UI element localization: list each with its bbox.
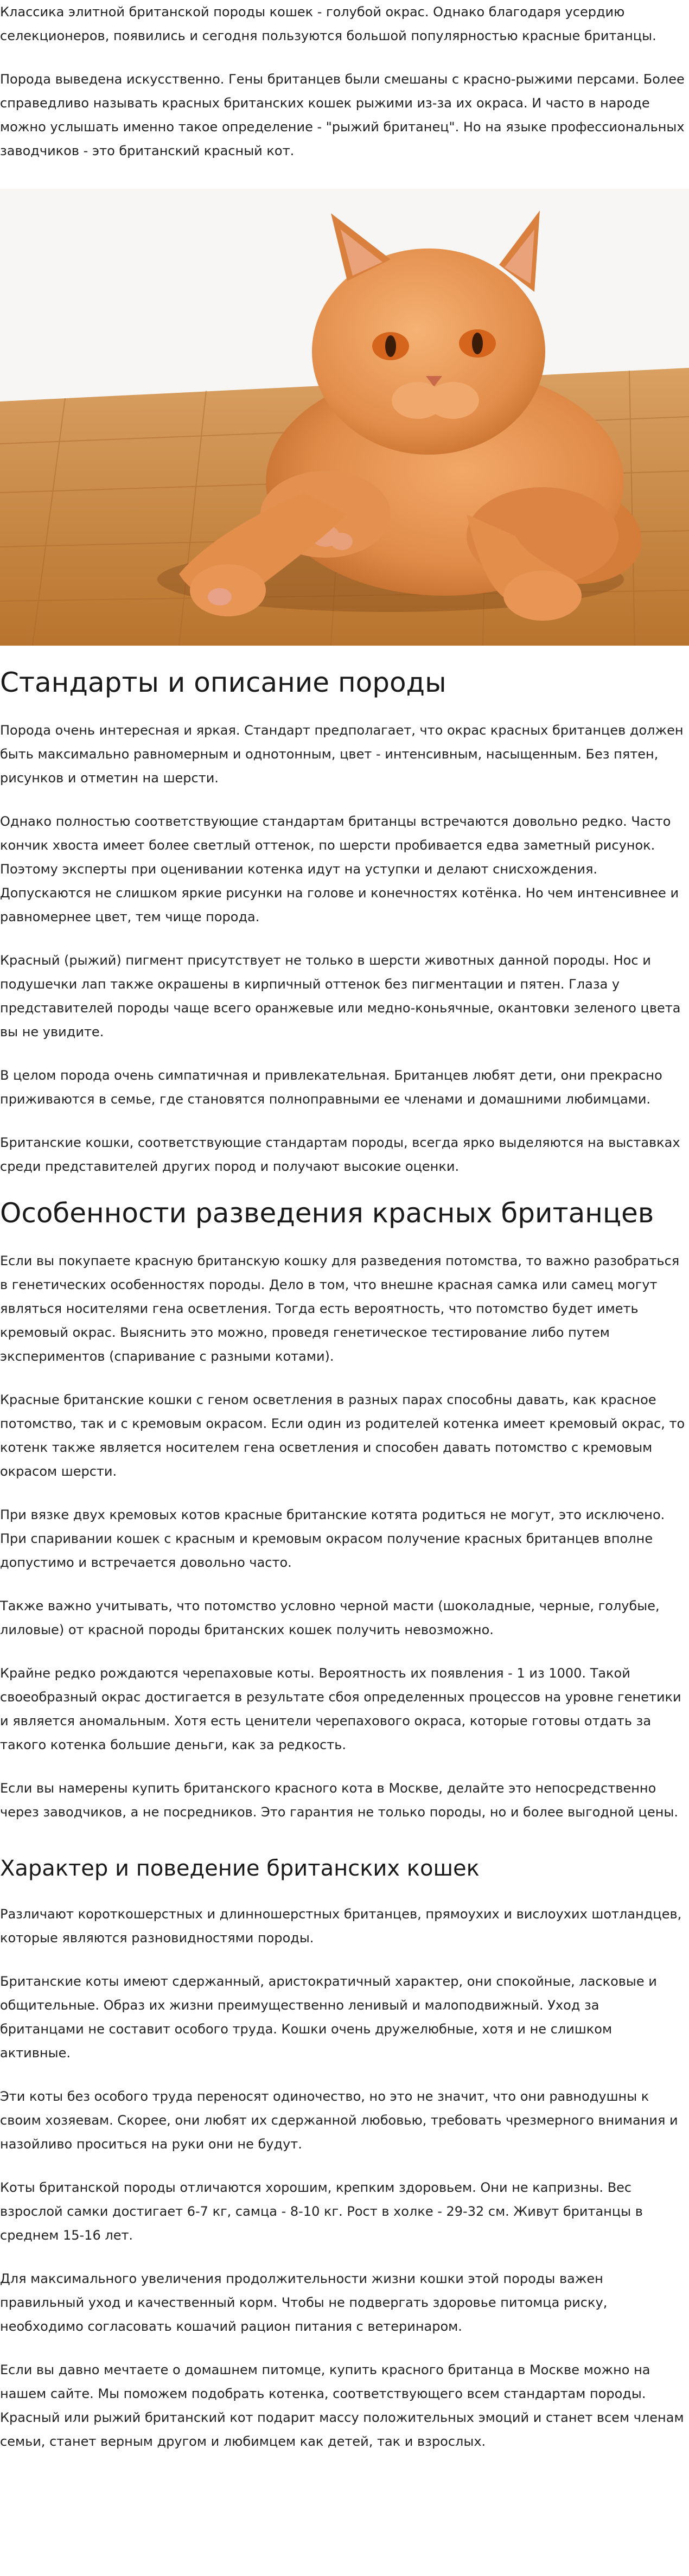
section-paragraph: Красные британские кошки с геном осветления в разных парах способны давать, как красное потомство, так и с кремовым окрасом. Если один из родителей котенка имеет кремовый окрас, то котенк также является носителем гена осветления и способен давать потомство с кремовым окрасом шерсти. [0, 1392, 685, 1479]
section-paragraph: Если вы давно мечтаете о домашнем питомце, купить красного британца в Москве можно на нашем сайте. Мы поможем подобрать котенка, соответствующего всем стандартам породы. Красный или рыжий британский кот подарит массу положительных эмоций и станет всем членам семьи, станет верным другом и любимцем как детей, так и взрослых. [0, 2362, 684, 2449]
section-paragraph: Однако полностью соответствующие стандартам британцы встречаются довольно редко. Часто кончик хвоста имеет более светлый оттенок, по шерсти пробивается едва заметный рисунок. Поэтому эксперты при оценивании котенка идут на уступки и делают снисхождения. Допускаются не слишком яркие рисунки на голове и конечностях котёнка. Но чем интенсивнее и равномернее цвет, тем чище порода. [0, 814, 679, 924]
section-paragraph: Крайне редко рождаются черепаховые коты. Вероятность их появления - 1 из 1000. Такой своеобразный окрас достигается в результате сбоя определенных процессов на уровне генетики и является аномальным. Хотя есть ценители черепахового окраса, которые готовы отдать за такого котенка большие деньги, как за редкость. [0, 1666, 681, 1752]
section-paragraph: Различают короткошерстных и длинношерстных британцев, прямоухих и вислоухих шотландцев, которые являются разновидностями породы. [0, 1907, 682, 1946]
section-paragraph: Также важно учитывать, что потомство условно черной масти (шоколадные, черные, голубые, лиловые) от красной породы британских кошек получить невозможно. [0, 1598, 660, 1637]
section-title: Особенности разведения красных британцев [0, 1197, 654, 1229]
section-breeding [0, 1197, 689, 1824]
section-paragraph: Если вы покупаете красную британскую кошку для разведения потомства, то важно разобраться в генетических особенностях породы. Дело в том, что внешне красная самка или самец могут являться носителями гена осветления. Тогда есть вероятность, что потомство будет иметь кремовый окрас. Выяснить это можно, проведя генетическое тестирование либо путем экспериментов (спаривание с разными котами). [0, 1253, 680, 1364]
section-paragraph: При вязке двух кремовых котов красные британские котята родиться не могут, это исключено. При спаривании кошек с красным и кремовым окрасом получение красных британцев вполне допустимо и встречается довольно часто. [0, 1507, 665, 1570]
red-british-cat-photo [0, 189, 689, 646]
section-paragraph: Коты британской породы отличаются хорошим, крепким здоровьем. Они не капризны. Вес взрослой самки достигает 6-7 кг, самца - 8-10 кг. Рост в холке - 29-32 см. Живут британцы в среднем 15-16 лет. [0, 2180, 643, 2243]
section-title: Характер и поведение британских кошек [0, 1856, 480, 1881]
section-paragraph: Эти коты без особого труда переносят одиночество, но это не значит, что они равнодушны к своим хозяевам. Скорее, они любят их сдержанной любовью, требовать чрезмерного внимания и назойливо проситься на руки они не будут. [0, 2089, 678, 2152]
section-paragraph: Британские коты имеют сдержанный, аристократичный характер, они спокойные, ласковые и общительные. Образ их жизни преимущественно ленивый и малоподвижный. Уход за британцами не составит особого труда. Кошки очень дружелюбные, хотя и не слишком активные. [0, 1974, 657, 2061]
section-standards [0, 666, 689, 1178]
section-paragraph: Для максимального увеличения продолжительности жизни кошки этой породы важен правильный уход и качественный корм. Чтобы не подвергать здоровье питомца риску, необходимо согласовать кошачий рацион питания с ветеринаром. [0, 2271, 608, 2334]
intro [0, 0, 689, 163]
section-paragraph: Порода очень интересная и яркая. Стандарт предполагает, что окрас красных британцев должен быть максимально равномерным и однотонным, цвет - интенсивным, насыщенным. Без пятен, рисунков и отметин на шерсти. [0, 723, 684, 786]
section-title: Стандарты и описание породы [0, 667, 446, 698]
section-paragraph: Красный (рыжий) пигмент присутствует не только в шерсти животных данной породы. Нос и подушечки лап также окрашены в кирпичный оттенок без пигментации и пятен. Глаза у представителей породы чаще всего оранжевые или медно-коньячные, окантовки зеленого цвета вы не увидите. [0, 953, 681, 1040]
intro-paragraph: Порода выведена искусственно. Гены британцев были смешаны с красно-рыжими персами. Более справедливо называть красных британских кошек рыжими из-за их окраса. И часто в народе можно услышать именно такое определение - "рыжий британец". Но на языке профессиональных заводчиков - это британский красный кот. [0, 72, 685, 158]
section-paragraph: Британские кошки, соответствующие стандартам породы, всегда ярко выделяются на выставках среди представителей других пород и получают высокие оценки. [0, 1135, 680, 1174]
section-paragraph: Если вы намерены купить британского красного кота в Москве, делайте это непосредственно через заводчиков, а не посредников. Это гарантия не только породы, но и более выгодной цены. [0, 1781, 678, 1820]
intro-paragraph: Классика элитной британской породы кошек - голубой окрас. Однако благодаря усердию селекционеров, появились и сегодня пользуются большой популярностью красные британцы. [0, 4, 656, 43]
section-paragraph: В целом порода очень симпатичная и привлекательная. Британцев любят дети, они прекрасно приживаются в семье, где становятся полноправными ее членами и домашними любимцами. [0, 1068, 662, 1107]
section-character [0, 1854, 689, 2453]
